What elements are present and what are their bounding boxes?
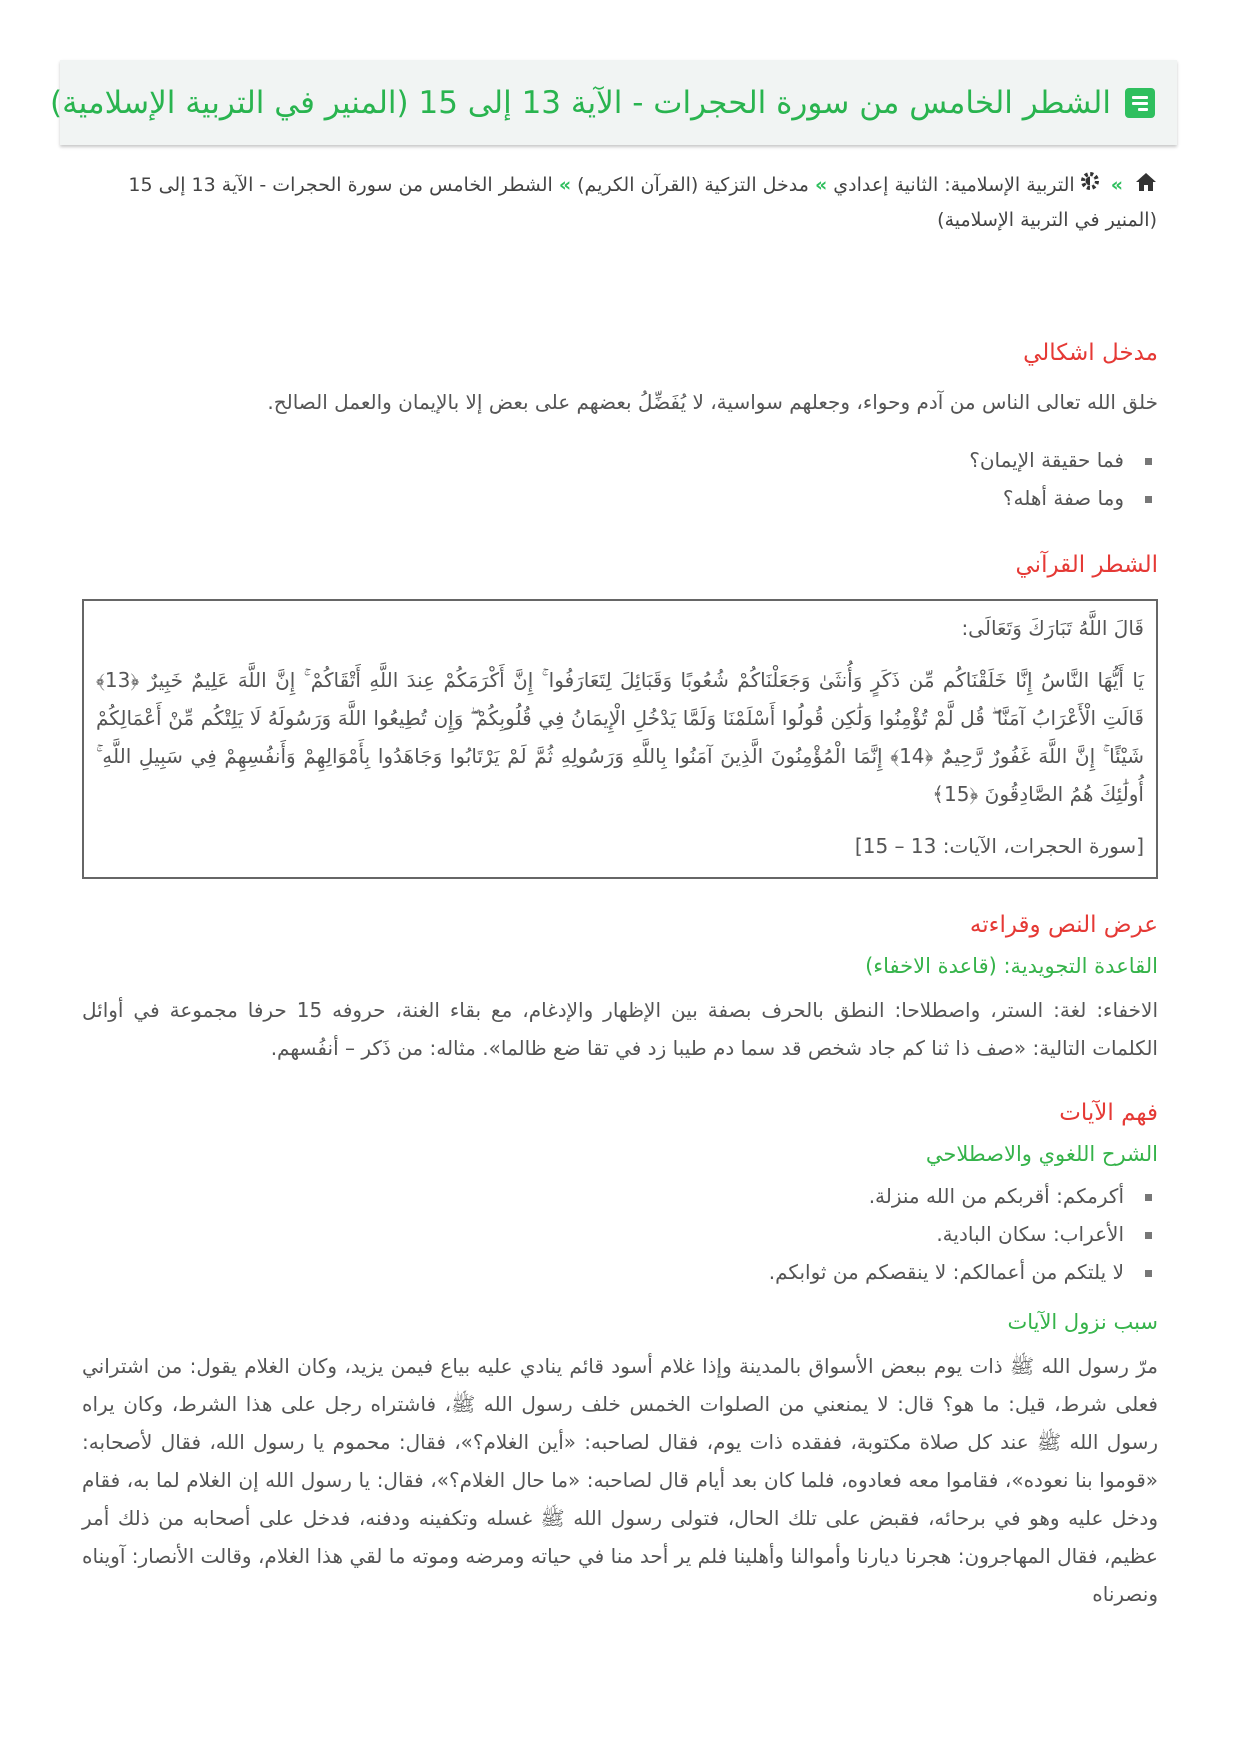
section-heading-understanding: فهم الآيات [1059,1100,1158,1126]
home-icon[interactable] [1135,169,1157,203]
breadcrumb-separator: » [558,174,572,196]
list-item: وما صفة أهله؟ [82,479,1158,517]
occasion-heading: سبب نزول الآيات [1007,1310,1158,1334]
list-item: لا يلتكم من أعمالكم: لا ينقصكم من ثوابكم. [82,1253,1158,1291]
vocab-heading: الشرح اللغوي والاصطلاحي [925,1142,1158,1166]
breadcrumb-item-unit[interactable]: مدخل التزكية (القرآن الكريم) [577,174,809,196]
breadcrumb-item-current: الشطر الخامس من سورة الحجرات - الآية 13 إلى 15 (المنير في التربية الإسلامية) [128,174,1157,231]
vocab-list [82,1177,1158,1291]
gear-icon [1079,169,1101,203]
list-item: أكرمكم: أقربكم من الله منزلة. [82,1177,1158,1215]
verse-text: يَا أَيُّهَا النَّاسُ إِنَّا خَلَقْنَاكُم مِّن ذَكَرٍ وَأُنثَىٰ وَجَعَلْنَاكُمْ شُعُوبًا وَقَبَائِلَ لِتَعَارَفُوا ۚ إِنَّ أَكْرَمَكُمْ عِندَ اللَّهِ أَتْقَاكُمْ ۚ إِنَّ اللَّهَ عَلِيمٌ خَبِيرٌ ﴿13﴾ قَالَتِ الْأَعْرَابُ آمَنَّا ۖ قُل لَّمْ تُؤْمِنُوا وَلَٰكِن قُولُوا أَسْلَمْنَا وَلَمَّا يَدْخُلِ الْإِيمَانُ فِي قُلُوبِكُمْ ۖ وَإِن تُطِيعُوا اللَّهَ وَرَسُولَهُ لَا يَلِتْكُم مِّنْ أَعْمَالِكُمْ شَيْئًا ۚ إِنَّ اللَّهَ غَفُورٌ رَّحِيمٌ ﴿14﴾ إِنَّمَا الْمُؤْمِنُونَ الَّذِينَ آمَنُوا بِاللَّهِ وَرَسُولِهِ ثُمَّ لَمْ يَرْتَابُوا وَجَاهَدُوا بِأَمْوَالِهِمْ وَأَنفُسِهِمْ فِي سَبِيلِ اللَّهِ ۚ أُولَٰئِكَ هُمُ الصَّادِقُونَ ﴿15﴾ [96,668,1144,806]
intro-questions [82,441,1158,517]
verse-reference: [سورة الحجرات، الآيات: 13 – 15] [854,834,1144,858]
breadcrumb [97,168,1157,237]
occasion-text: مرّ رسول الله ﷺ ذات يوم ببعض الأسواق بالمدينة وإذا غلام أسود قائم ينادي عليه بياع فيمن يزيد، وكان الغلام يقول: من اشتراني فعلى شرط، قيل: ما هو؟ قال: لا يمنعني من الصلوات الخمس خلف رسول الله ﷺ، فاشتراه رجل على هذا الشرط، وكان يراه رسول الله ﷺ عند كل صلاة مكتوبة، ففقده ذات يوم، فقال لصاحبه: «أين الغلام؟»، فقال: محموم يا رسول الله، فقال لأصحابه: «قوموا بنا نعوده»، فقاموا معه فعادوه، فلما كان بعد أيام قال لصاحبه: «ما حال الغلام؟»، فقال: يا رسول الله إن الغلام لما به، فقام ودخل عليه وهو في برحائه، فقبض على تلك الحال، فتولى رسول الله ﷺ غسله وتكفينه ودفنه، فدخل على أصحابه من ذلك أمر عظيم، فقال المهاجرون: هجرنا ديارنا وأموالنا وأهلينا فلم ير أحد منا في حياته ومرضه وموته ما لقي هذا الغلام، وقالت الأنصار: آويناه ونصرناه [82,1354,1158,1606]
breadcrumb-separator: » [814,174,828,196]
list-item: فما حقيقة الإيمان؟ [82,441,1158,479]
section-heading-reading: عرض النص وقراءته [969,912,1158,938]
title-bar [49,60,1177,145]
document-icon [1125,88,1155,118]
list-item: الأعراب: سكان البادية. [82,1215,1158,1253]
breadcrumb-item-grade[interactable]: التربية الإسلامية: الثانية إعدادي [833,174,1075,196]
section-heading-intro: مدخل اشكالي [1023,340,1158,366]
page-title: الشطر الخامس من سورة الحجرات - الآية 13 إلى 15 (المنير في التربية الإسلامية) [49,84,1111,121]
verse-box [82,599,1158,879]
article-content [82,335,1158,1613]
section-heading-quran: الشطر القرآني [1015,552,1158,578]
tajweed-rule-heading: القاعدة التجويدية: (قاعدة الاخفاء) [865,954,1158,978]
tajweed-rule-text: الاخفاء: لغة: الستر، واصطلاحا: النطق بالحرف بصفة بين الإظهار والإدغام، مع بقاء الغنة، حروفه 15 حرفا مجموعة في أوائل الكلمات التالية: «صف ذا ثنا كم جاد شخص قد سما دم طيبا زد في تقا ضع ظالما». مثاله: من ذَكر – أنفُسهم. [82,998,1159,1060]
intro-text: خلق الله تعالى الناس من آدم وحواء، وجعلهم سواسية، لا يُفَضِّلُ بعضهم على بعض إلا بالإيمان والعمل الصالح. [267,390,1158,414]
breadcrumb-separator: » [1110,174,1123,196]
verse-opening: قَالَ اللَّهُ تَبَارَكَ وَتَعَالَى: [961,616,1144,640]
